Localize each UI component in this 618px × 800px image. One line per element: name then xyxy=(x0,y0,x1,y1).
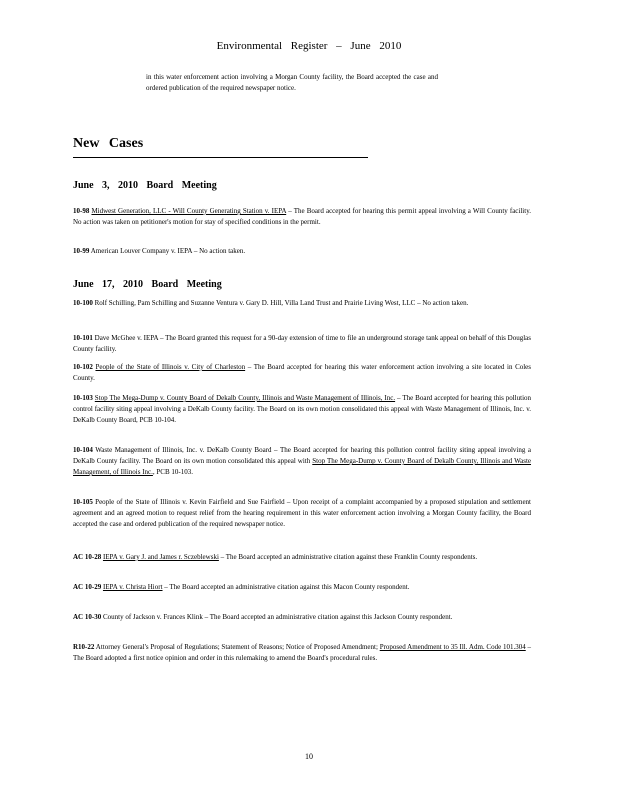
case-number: 10-100 xyxy=(73,299,93,307)
case-entry xyxy=(73,612,531,623)
case-title: Stop The Mega-Dump v. County Board of Dekalb County, Illinois and Waste Management, of Illinois Inc. xyxy=(73,457,532,476)
case-summary: – The Board accepted for hearing this water enforcement action involving a site located in Coles County. xyxy=(73,363,532,382)
case-summary: Waste Management of Illinois, Inc. v. DeKalb County Board – The Board accepted for hearing this pollution control facility siting appeal involving a DeKalb County facility. The Board on its own motion consolidated this appeal with xyxy=(73,446,531,465)
case-title: Stop The Mega-Dump v. County Board of Dekalb County, Illinois and Waste Management of Illinois, Inc. xyxy=(94,394,396,402)
page-header: Environmental Register – June 2010 xyxy=(216,40,402,52)
case-entry xyxy=(73,393,531,426)
case-summary: – The Board accepted an administrative citation against this Macon County respondent. xyxy=(162,583,410,591)
meeting-heading: June 3, 2010 Board Meeting xyxy=(73,180,217,191)
case-entry xyxy=(73,246,531,257)
case-entry xyxy=(73,362,531,384)
case-summary: Dave McGhee v. IEPA – The Board granted this request for a 90-day extension of time to file an underground storage tank appeal on behalf of this Douglas County facility. xyxy=(73,334,532,353)
case-title: Midwest Generation, LLC - Will County Generating Station v. IEPA xyxy=(91,207,287,215)
case-number: AC 10-28 xyxy=(73,553,102,561)
case-entry xyxy=(73,582,531,593)
case-citation: , PCB 10-103. xyxy=(152,468,193,476)
case-summary: – The Board accepted for hearing this pollution control facility siting appeal involving a DeKalb County facility. The Board on its own motion consolidated this appeal with Waste Management of Illinois, Inc. v. DeKalb County Board, PCB 10-104. xyxy=(73,394,532,424)
case-number: R10-22 xyxy=(73,643,95,651)
case-summary: County of Jackson v. Frances Klink – The Board accepted an administrative citation against this Jackson County respondent. xyxy=(102,613,453,621)
case-number: 10-98 xyxy=(73,207,90,215)
case-summary-end: – The Board adopted a first notice opinion and order in this rulemaking to amend the Board's procedural rules. xyxy=(73,643,532,662)
case-summary: People of the State of Illinois v. Kevin Fairfield and Sue Fairfield – Upon receipt of a complaint accompanied by a proposed stipulation and settlement agreement and an agreed motion to request relief from the hearing requirement in this water enforcement action involving a Morgan County facility, the Board accepted the case and ordered publication of the required newspaper notice. xyxy=(73,498,531,528)
case-summary: – The Board accepted an administrative citation against these Franklin County respondents. xyxy=(218,553,478,561)
case-entry xyxy=(73,206,531,228)
meeting-heading: June 17, 2010 Board Meeting xyxy=(73,279,222,290)
case-summary: Attorney General's Proposal of Regulations; Statement of Reasons; Notice of Proposed Amendment; xyxy=(95,643,380,651)
case-summary: American Louver Company v. IEPA – No action taken. xyxy=(90,247,246,255)
case-entry xyxy=(73,298,531,309)
case-entry xyxy=(73,552,531,563)
case-title: IEPA v. Gary J. and James r. Sczeblewski xyxy=(102,553,219,561)
case-number: 10-104 xyxy=(73,446,93,454)
case-summary: Rolf Schilling, Pam Schilling and Suzanne Ventura v. Gary D. Hill, Villa Land Trust and Prairie Living West, LLC – No action taken. xyxy=(94,299,469,307)
case-number: 10-105 xyxy=(73,498,93,506)
case-number: 10-101 xyxy=(73,334,93,342)
case-number: 10-103 xyxy=(73,394,93,402)
continued-text: in this water enforcement action involving a Morgan County facility, the Board accepted the case and ordered publication of the required newspaper notice. xyxy=(146,73,438,92)
section-divider xyxy=(73,157,368,158)
case-entry xyxy=(73,445,531,478)
case-number: AC 10-29 xyxy=(73,583,102,591)
case-entry xyxy=(73,642,531,664)
section-title: New Cases xyxy=(73,136,144,151)
case-title: Proposed Amendment to 35 Ill. Adm. Code 101.304 xyxy=(379,643,526,651)
case-number: 10-102 xyxy=(73,363,93,371)
case-title: IEPA v. Christa Hiort xyxy=(102,583,163,591)
page-number: 10 xyxy=(305,752,313,761)
case-title: People of the State of Illinois v. City of Charleston xyxy=(95,363,246,371)
case-entry xyxy=(73,333,531,355)
case-summary: – The Board accepted for hearing this permit appeal involving a Will County facility. No action was taken on petitioner's motion for stay of specified conditions in the permit. xyxy=(73,207,531,226)
case-number: AC 10-30 xyxy=(73,613,102,621)
case-number: 10-99 xyxy=(73,247,90,255)
case-entry xyxy=(73,497,531,530)
